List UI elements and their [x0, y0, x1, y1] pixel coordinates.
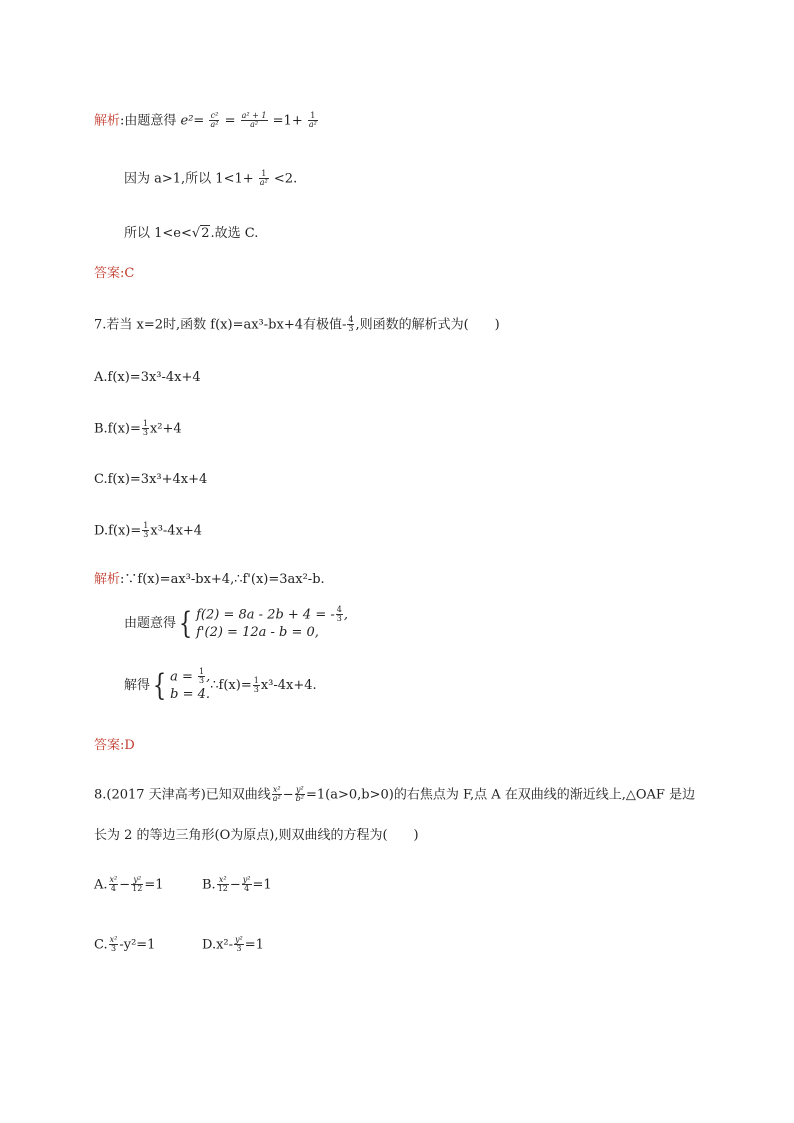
question-8-option-a: A. $\frac{\text{x²}}{4}$ − $\frac{\text{y²}}{12}$ =1 — [94, 875, 164, 894]
fraction: $\frac{\text{a² + 1}}{\text{a²}}$ — [241, 111, 267, 130]
question-8-option-d: D.x²- $\frac{\text{y²}}{3}$ =1 — [202, 935, 264, 954]
solution-7-system-1: 由题意得{ f(2) = 8a - 2b + 4 = - $\frac{4}{3}$ , f'(2) = 12a - b = 0, — [124, 605, 348, 641]
brace: { — [178, 605, 193, 641]
fraction: $\frac{4}{3}$ — [348, 315, 354, 334]
solution-label: 解析 — [94, 113, 121, 129]
question-7-option-d: D.f(x)= $\frac{1}{3}$ x³-4x+4 — [94, 521, 203, 540]
brace: { — [152, 667, 167, 703]
fraction: $\frac{1}{3}$ — [143, 521, 149, 540]
question-7-option-b: B.f(x)= $\frac{1}{3}$ x²+4 — [94, 419, 182, 438]
solution-6-line-1: 解析:由题意得 e²= $\frac{\text{c²}}{\text{a²}}$ = $\frac{\text{a² + 1}}{\text{a²}}$ =1+ $\frac{1}{\text{a²}}$ — [94, 111, 317, 130]
question-7-option-c: C.f(x)=3x³+4x+4 — [94, 472, 208, 487]
fraction: $\frac{\text{c²}}{\text{a²}}$ — [210, 111, 219, 130]
question-8-stem-1: 8.(2017 天津高考)已知双曲线 $\frac{\text{x²}}{\text{a²}}$ − $\frac{\text{y²}}{\text{b²}}$ =1(a>0,b>0)的右焦点为 F,点 A 在双曲线的渐近线上,△OAF 是边 — [94, 785, 696, 804]
solution-7-system-2: 解得{ a = $\frac{1}{3}$ , b = 4. ∴f(x)= $\frac{1}{3}$ x³-4x+4. — [124, 667, 317, 703]
fraction: $\frac{1}{\text{a²}}$ — [308, 111, 317, 130]
answer-6: 答案:C — [94, 266, 135, 281]
question-8-option-c: C. $\frac{\text{x²}}{3}$ -y²=1 — [94, 935, 156, 954]
solution-6-line-2: 因为 a>1,所以 1<1+ $\frac{1}{\text{a²}}$ <2. — [124, 169, 298, 188]
fraction: $\frac{\text{y²}}{\text{b²}}$ — [295, 785, 304, 804]
question-8-option-b: B. $\frac{\text{x²}}{12}$ − $\frac{\text{y²}}{4}$ =1 — [202, 875, 272, 894]
solution-label: 解析 — [94, 572, 121, 587]
question-7-stem: 7.若当 x=2时,函数 f(x)=ax³-bx+4有极值- $\frac{4}{3}$ ,则函数的解析式为( ) — [94, 315, 500, 334]
fraction: $\frac{1}{3}$ — [142, 419, 148, 438]
solution-6-line-3: 所以 1<e<√2.故选 C. — [124, 226, 259, 241]
fraction: $\frac{\text{x²}}{\text{a²}}$ — [272, 785, 281, 804]
solution-7-line-1: 解析:∵f(x)=ax³-bx+4,∴f'(x)=3ax²-b. — [94, 572, 325, 587]
answer-7: 答案:D — [94, 738, 135, 753]
question-8-stem-2: 长为 2 的等边三角形(O为原点),则双曲线的方程为( ) — [94, 828, 419, 843]
fraction: $\frac{1}{\text{a²}}$ — [259, 169, 268, 188]
square-root: √2 — [191, 226, 210, 241]
question-7-option-a: A.f(x)=3x³-4x+4 — [94, 370, 201, 385]
